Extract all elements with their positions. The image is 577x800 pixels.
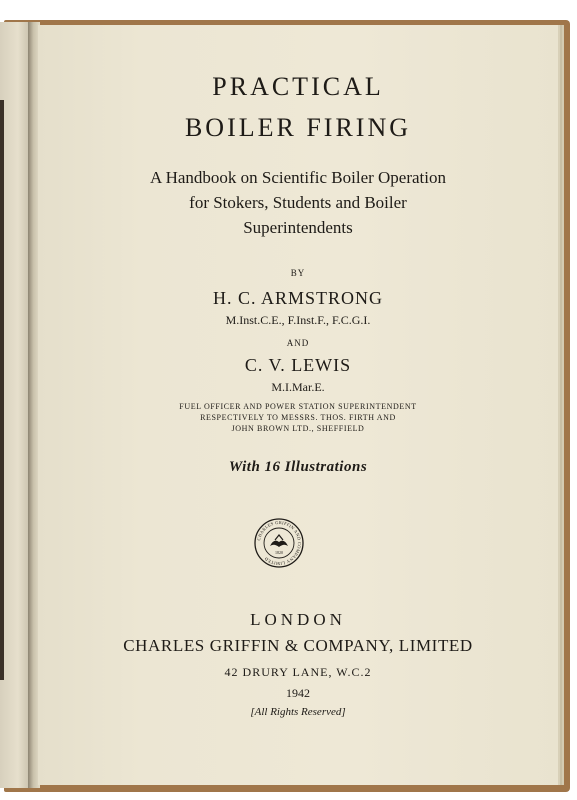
seal-year: 1820 <box>275 550 283 555</box>
subtitle-line-2: for Stokers, Students and Boiler <box>189 193 407 212</box>
rights-notice: [All Rights Reserved] <box>250 706 346 718</box>
author-1-qualifications: M.Inst.C.E., F.Inst.F., F.C.G.I. <box>225 313 371 327</box>
seal-text: CHARLES GRIFFIN AND COMPANY LIMITED <box>256 519 303 567</box>
publisher-address: 42 DRURY LANE, W.C.2 <box>224 665 372 679</box>
publisher-seal-icon <box>254 518 304 568</box>
title-line-2: BOILER FIRING <box>184 113 412 142</box>
author-note-line-2: RESPECTIVELY TO MESSRS. THOS. FIRTH AND <box>200 413 396 422</box>
author-note-line-1: FUEL OFFICER AND POWER STATION SUPERINTENDENT <box>179 402 417 411</box>
publisher-name: CHARLES GRIFFIN & COMPANY, LIMITED <box>123 636 473 655</box>
title-line-1: PRACTICAL <box>212 72 384 101</box>
left-page <box>0 22 30 788</box>
author-1-name: H. C. ARMSTRONG <box>212 288 384 308</box>
author-note-line-3: JOHN BROWN LTD., SHEFFIELD <box>231 424 365 433</box>
illustrations-note: With 16 Illustrations <box>228 459 368 475</box>
by-label: BY <box>290 268 306 278</box>
subtitle-line-1: A Handbook on Scientific Boiler Operation <box>149 168 447 187</box>
author-2-qualifications: M.I.Mar.E. <box>271 380 325 394</box>
left-page-edge <box>0 100 4 680</box>
publisher-city: LONDON <box>250 610 346 629</box>
publication-year: 1942 <box>286 686 310 700</box>
author-2-name: C. V. LEWIS <box>244 355 352 375</box>
and-label: AND <box>286 338 310 348</box>
subtitle-line-3: Superintendents <box>243 218 353 237</box>
